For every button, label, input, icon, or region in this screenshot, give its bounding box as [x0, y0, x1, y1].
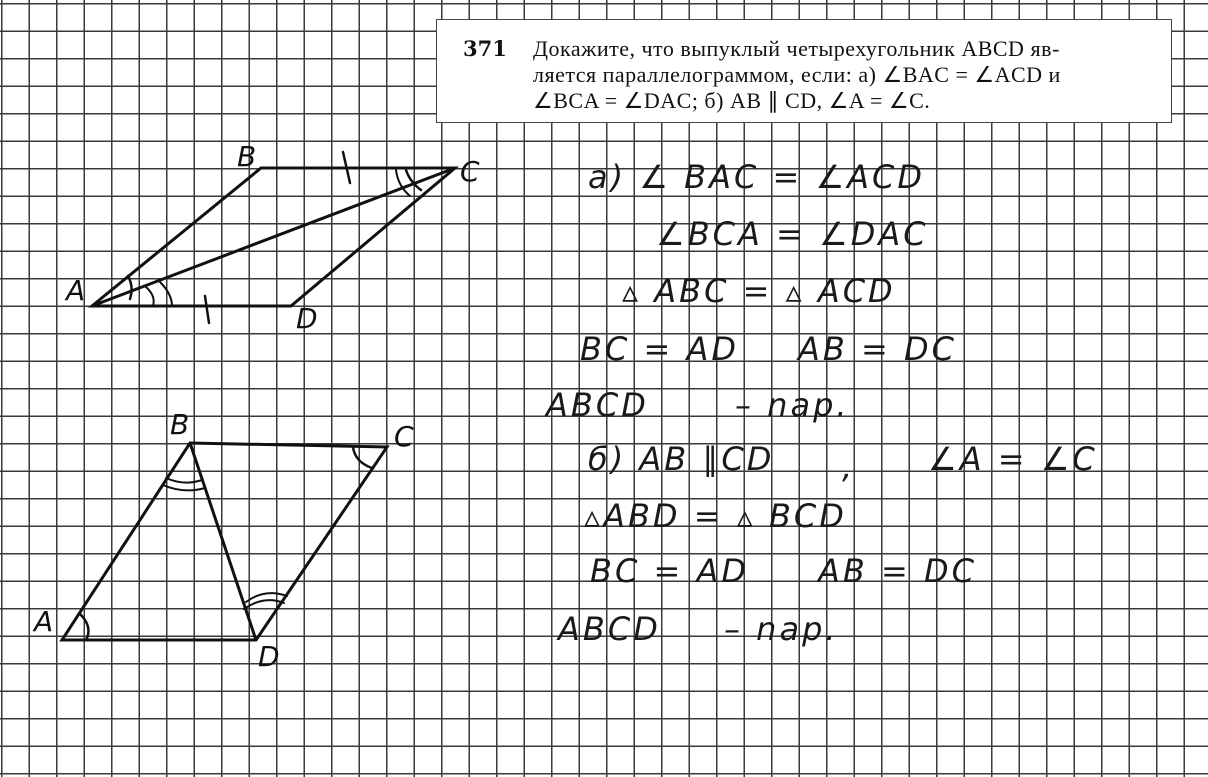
problem-text-line-1: Докажите, что выпуклый четырехугольник ABCD яв-	[533, 36, 1060, 61]
figure-a-vertex-d: D	[296, 302, 318, 335]
solution-a-line-5-conclusion: – nap.	[735, 386, 850, 424]
solution-a-line-3: ▵ ABC = ▵ ACD	[622, 272, 896, 310]
figure-b-vertex-b: B	[170, 408, 190, 441]
solution-b-line-1-given-angles: ∠A = ∠C	[928, 440, 1098, 478]
solution-a-line-1: a) ∠ BAC = ∠ACD	[588, 158, 926, 196]
solution-a-line-5-abcd: ABCD	[546, 386, 649, 424]
solution-b-line-1-comma: ,	[842, 448, 856, 486]
figure-b-angle-arc-b1	[166, 478, 202, 483]
solution-a-line-4-ab-dc: AB = DC	[798, 330, 957, 368]
figure-a-tick-ad	[205, 296, 209, 323]
figure-a-vertex-a: A	[66, 274, 86, 307]
figure-a-angle-arc-2	[146, 287, 154, 306]
solution-b-line-1-given-parallel: б) AB ∥CD	[588, 440, 775, 478]
figure-b-vertex-a: A	[34, 605, 54, 638]
solution-a-line-2: ∠BCA = ∠DAC	[656, 215, 929, 253]
solution-a-line-4-bc-ad: BC = AD	[580, 330, 739, 368]
solution-b-line-4-conclusion: – nap.	[724, 610, 839, 648]
solution-b-line-3-ab-dc: AB = DC	[818, 552, 977, 590]
figure-b-vertex-d: D	[258, 640, 280, 673]
figure-a-angle-arc-3	[160, 282, 172, 306]
figure-a-vertex-b: B	[237, 140, 257, 173]
figure-b-angle-arc-b2	[163, 485, 205, 490]
problem-number: 371	[463, 36, 507, 61]
problem-text-line-3: ∠BCA = ∠DAC; б) AB ∥ CD, ∠A = ∠C.	[533, 88, 931, 113]
figure-b-angle-arc-a	[80, 614, 88, 640]
figure-b-vertex-c: C	[394, 420, 414, 453]
figure-b-diagonal-bd	[190, 443, 256, 640]
solution-b-line-4-abcd: ABCD	[558, 610, 661, 648]
figure-b	[62, 443, 387, 640]
figure-a-vertex-c: C	[460, 155, 480, 188]
figure-b-angle-arc-c	[353, 447, 372, 468]
figure-a-diagonal-ac	[92, 168, 455, 306]
figure-a-angle-arc-1	[128, 276, 132, 299]
solution-b-line-2: ▵ABD = ▵ BCD	[584, 497, 847, 535]
solution-b-line-3-bc-ad: BC = AD	[590, 552, 749, 590]
figure-a	[92, 152, 455, 323]
problem-text-line-2: ляется параллелограммом, если: а) ∠BAC = ∠ACD и	[533, 62, 1061, 87]
